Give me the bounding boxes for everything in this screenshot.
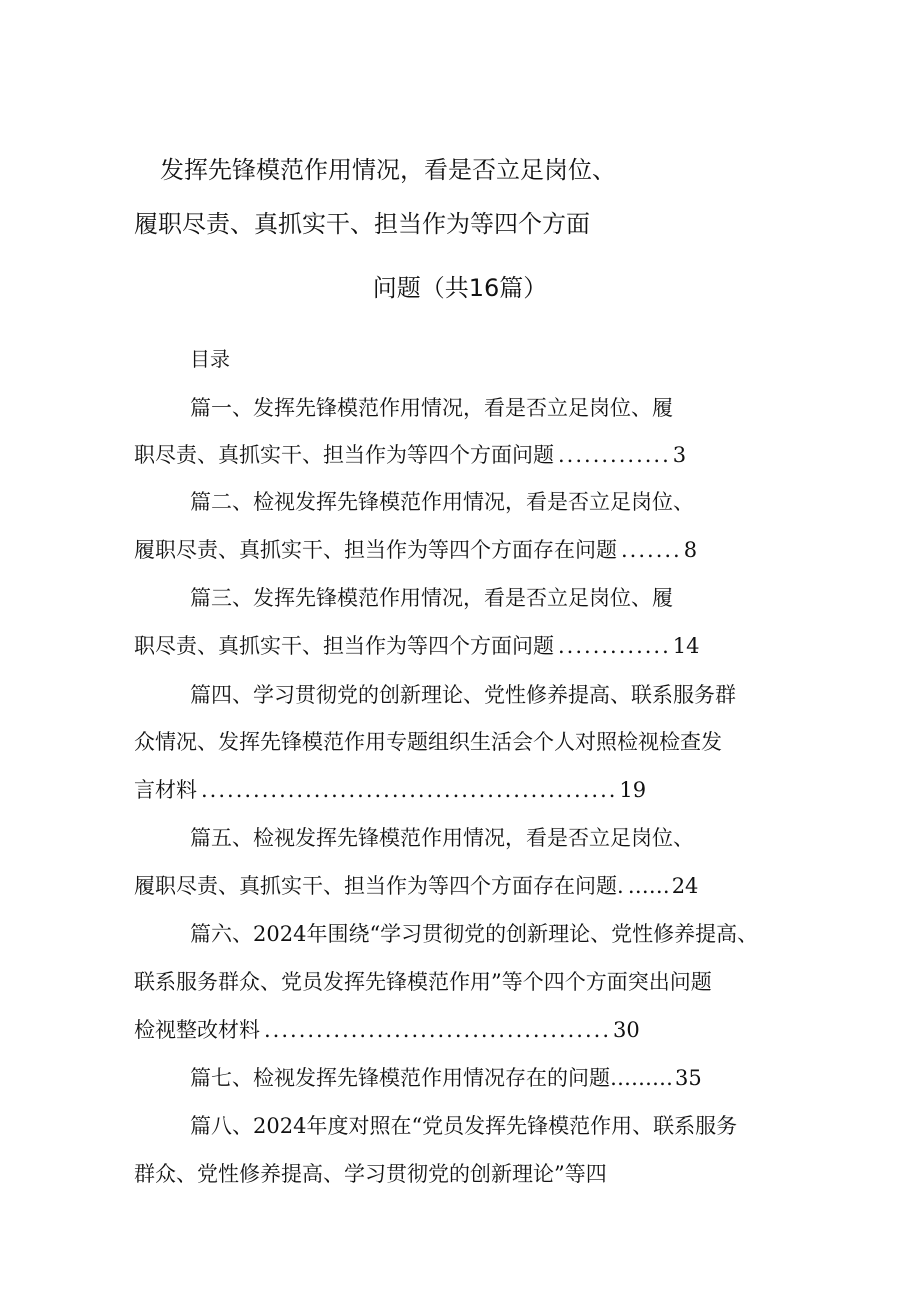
toc-entry-7-line: [190, 1063, 702, 1093]
toc-entry-8-line-1: 篇八、2024年度对照在“党员发挥先锋模范作用、联系服务: [190, 1114, 738, 1138]
toc-entry-1-line-1: 篇一、发挥先锋模范作用情况，看是否立足岗位、履: [190, 396, 673, 420]
toc-heading: 目录: [190, 347, 230, 371]
toc-entry-5-leader: ……: [627, 874, 670, 898]
toc-entry-1-leader: .............: [558, 443, 671, 467]
document-title-line-1: 发挥先锋模范作用情况，看是否立足岗位、: [160, 156, 616, 184]
toc-entry-4-line-1: 篇四、学习贯彻党的创新理论、党性修养提高、联系服务群: [190, 683, 736, 707]
toc-entry-3-last-line: [134, 631, 700, 661]
toc-entry-1-last-line: [134, 440, 686, 470]
toc-entry-4-line-2: 众情况、发挥先锋模范作用专题组织生活会个人对照检视检查发: [134, 730, 722, 754]
toc-entry-6-text: 检视整改材料: [134, 1018, 260, 1042]
toc-entry-5-page: 24: [671, 874, 699, 898]
toc-entry-3-leader: .............: [558, 634, 671, 658]
toc-entry-3-page: 14: [672, 634, 700, 658]
toc-entry-1-text: 职尽责、真抓实干、担当作为等四个方面问题: [134, 443, 554, 467]
toc-entry-7-page: 35: [675, 1066, 702, 1090]
toc-entry-4-last-line: [134, 775, 646, 805]
toc-entry-2-leader: .......: [621, 538, 682, 562]
document-title-line-2: 履职尽责、真抓实干、担当作为等四个方面: [134, 210, 590, 238]
toc-entry-2-text: 履职尽责、真抓实干、担当作为等四个方面存在问题: [134, 538, 617, 562]
toc-entry-6-line-1: 篇六、2024年围绕“学习贯彻党的创新理论、党性修养提高、: [190, 922, 759, 946]
toc-entry-5-line-1: 篇五、检视发挥先锋模范作用情况，看是否立足岗位、: [190, 826, 694, 850]
toc-entry-2-last-line: [134, 535, 697, 565]
toc-entry-7-text: 篇七、检视发挥先锋模范作用情况存在的问题………: [190, 1066, 673, 1090]
toc-entry-6-page: 30: [613, 1018, 640, 1042]
toc-entry-4-text: 言材料: [134, 778, 197, 802]
toc-entry-2-page: 8: [683, 538, 698, 562]
toc-entry-5-text: 履职尽责、真抓实干、担当作为等四个方面存在问题.: [134, 874, 624, 898]
toc-entry-1-page: 3: [672, 443, 687, 467]
toc-entry-3-line-1: 篇三、发挥先锋模范作用情况，看是否立足岗位、履: [190, 586, 673, 610]
toc-entry-4-leader: ................................................: [201, 778, 618, 802]
toc-entry-8-line-2: 群众、党性修养提高、学习贯彻党的创新理论”等四: [134, 1162, 607, 1186]
toc-entry-6-line-2: 联系服务群众、党员发挥先锋模范作用”等个四个方面突出问题: [134, 970, 712, 994]
toc-entry-2-line-1: 篇二、检视发挥先锋模范作用情况，看是否立足岗位、: [190, 490, 694, 514]
toc-entry-3-text: 职尽责、真抓实干、担当作为等四个方面问题: [134, 634, 554, 658]
toc-entry-6-leader: ........................................: [264, 1018, 612, 1042]
document-title-line-3: 问题（共16篇）: [372, 274, 548, 302]
toc-entry-6-last-line: [134, 1015, 640, 1045]
toc-entry-4-page: 19: [619, 778, 647, 802]
toc-entry-5-last-line: [134, 871, 698, 901]
